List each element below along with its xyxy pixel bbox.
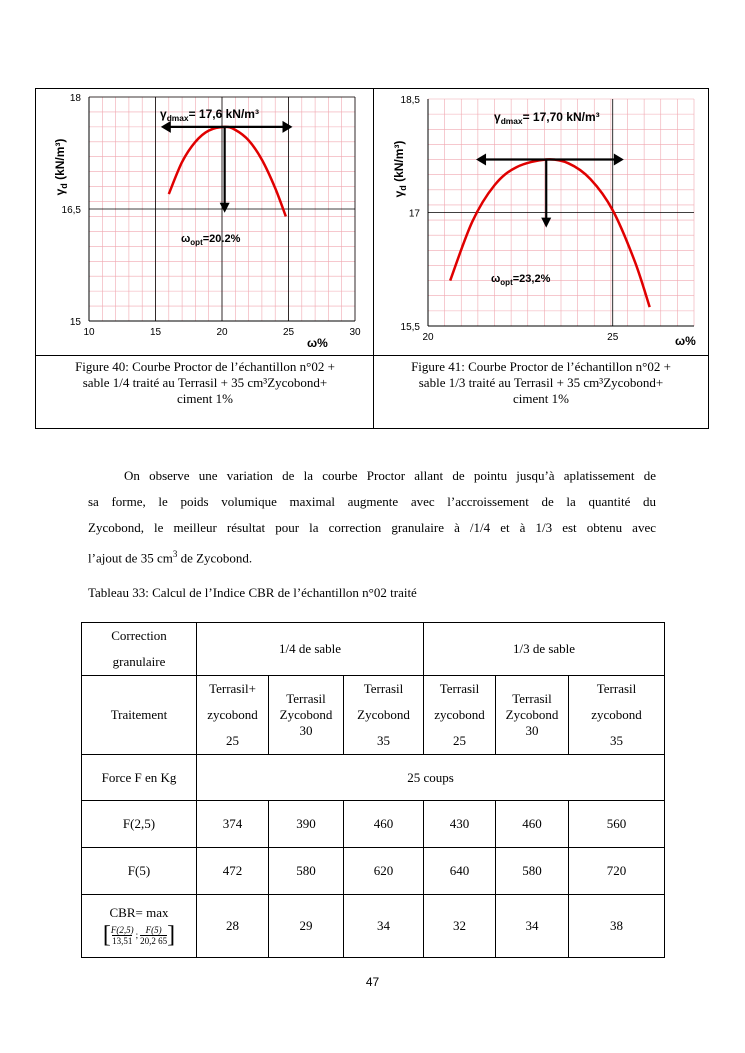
gamma-arrow-right-head	[614, 154, 624, 166]
cell-text: 35	[377, 733, 390, 748]
figure40-caption-line3: ciment 1%	[177, 391, 233, 406]
table-row	[82, 755, 665, 801]
cell-traitement-label: Traitement	[82, 676, 197, 755]
cell-treatment	[496, 676, 569, 755]
x-axis-label: ω%	[307, 336, 328, 350]
figure41-chart	[374, 89, 708, 355]
cell-force-value: 25 coups	[197, 755, 665, 801]
cell-value: 580	[496, 848, 569, 895]
cell-text: zycobond	[434, 707, 485, 722]
cell-treatment	[569, 676, 665, 755]
omega-opt-annotation: $\omega_{opt}=23,2\%$	[491, 273, 551, 287]
omega-opt-annotation: $\omega_{opt}=20.2\%$	[181, 233, 241, 247]
x-tick-label: 10	[83, 327, 95, 338]
cell-value: 29	[269, 895, 344, 958]
cell-correction-label	[82, 623, 197, 676]
cbr-formula	[85, 923, 193, 947]
cell-text: 30	[525, 723, 539, 738]
table-row	[82, 623, 665, 676]
cell-text: zycobond	[591, 707, 642, 722]
cell-text: Zycobond	[357, 707, 410, 722]
y-tick-label: 15,5	[400, 322, 420, 333]
cell-treatment	[344, 676, 424, 755]
fraction-2	[140, 925, 167, 946]
table-row	[82, 848, 665, 895]
y-tick-label: 16,5	[61, 205, 81, 216]
figure41-caption-line3: ciment 1%	[513, 391, 569, 406]
fraction-1-den: 13,51	[112, 935, 133, 946]
table-caption: Tableau 33: Calcul de l’Indice CBR de l’échantillon n°02 traité	[88, 585, 417, 600]
cell-text: Terrasil	[512, 691, 552, 706]
cell-value: 430	[424, 801, 496, 848]
y-tick-label: 17	[408, 208, 420, 220]
figure40-chart	[36, 89, 372, 355]
cell-text: 25	[453, 733, 466, 748]
cell-text: Zycobond	[505, 707, 559, 722]
y-tick-label: 18,5	[400, 95, 420, 106]
page-number: 47	[365, 975, 380, 989]
paragraph-line2: sa forme, le poids volumique maximal augmente avec l’accroissement de la quantité du	[88, 494, 656, 509]
figure41-caption	[378, 359, 704, 407]
cell-value: 640	[424, 848, 496, 895]
cell-text: zycobond	[207, 707, 258, 722]
table-row	[82, 801, 665, 848]
cell-value: 28	[197, 895, 269, 958]
gamma-arrow-left-head	[476, 154, 486, 166]
cell-treatment	[197, 676, 269, 755]
gamma-arrow-right-head	[282, 121, 292, 133]
cell-text: granulaire	[112, 654, 166, 669]
x-tick-label: 30	[349, 327, 361, 338]
gamma-dmax-annotation: $\gamma_{dmax}= 17,6$ kN/m³	[160, 107, 259, 123]
paragraph-line4-b: de Zycobond.	[177, 550, 253, 566]
cell-value: 34	[344, 895, 424, 958]
cell-text: 25	[226, 733, 239, 748]
cbr-table	[81, 622, 665, 958]
cell-group-1-3: 1/3 de sable	[424, 623, 665, 676]
fraction-2-den: 20,2 65	[140, 935, 168, 946]
paragraph-line1: On observe une variation de la courbe Proctor allant de pointu jusqu’à aplatissement de	[124, 468, 656, 483]
cell-value: 32	[424, 895, 496, 958]
bracket-close: ]	[167, 922, 176, 948]
bracket-open: [	[102, 922, 111, 948]
cell-cbr-label	[82, 895, 197, 958]
fraction-1-num: F(2,5)	[110, 924, 134, 935]
x-tick-label: 15	[149, 327, 162, 338]
y-tick-label: 15	[69, 317, 81, 328]
semicolon: ;	[135, 930, 139, 940]
paragraph-line4-a: l’ajout de 35 cm	[88, 550, 173, 566]
cell-text: 30	[299, 723, 313, 738]
x-tick-label: 20	[422, 332, 434, 343]
paragraph-line4	[88, 541, 656, 571]
cell-text: Terrasil	[286, 691, 326, 706]
cell-value: 580	[269, 848, 344, 895]
fraction-1	[111, 925, 134, 946]
cell-text: Terrasil	[439, 681, 480, 696]
omega-arrow-head	[541, 218, 551, 228]
y-tick-label: 18	[69, 93, 81, 104]
paragraph-line4-sup: 3	[172, 549, 178, 559]
cell-value: 460	[344, 801, 424, 848]
cell-text: Terrasil+	[209, 681, 256, 696]
cell-text: 35	[610, 733, 623, 748]
cell-treatment	[269, 676, 344, 755]
cell-value: 560	[569, 801, 665, 848]
body-paragraph	[88, 463, 656, 571]
cell-f25-label: F(2,5)	[82, 801, 197, 848]
cbr-label-text: CBR= max	[109, 905, 169, 920]
figures-caption-rule	[35, 355, 709, 356]
cell-value: 472	[197, 848, 269, 895]
cell-force-label: Force F en Kg	[82, 755, 197, 801]
x-tick-label: 25	[607, 332, 619, 343]
cell-text: Correction	[111, 628, 167, 643]
x-tick-label: 25	[282, 327, 295, 338]
cell-value: 620	[344, 848, 424, 895]
figure40-caption-line2: sable 1/4 traité au Terrasil + 35 cm³Zycobond+	[82, 375, 328, 390]
cell-group-1-4: 1/4 de sable	[197, 623, 424, 676]
x-axis-label: ω%	[675, 334, 696, 348]
x-tick-label: 20	[216, 327, 228, 338]
paragraph-line3: Zycobond, le meilleur résultat pour la correction granulaire à /1/4 et à 1/3 est obtenu avec	[88, 520, 656, 535]
table-row	[82, 676, 665, 755]
y-axis-label: $\gamma_d$ (kN/m³)	[53, 138, 69, 196]
cell-text: Terrasil	[596, 681, 637, 696]
table-row	[82, 895, 665, 958]
cell-text: Zycobond	[279, 707, 333, 722]
figure40-caption	[40, 359, 370, 407]
figure40-caption-line1: Figure 40: Courbe Proctor de l’échantillon n°02 +	[75, 359, 335, 374]
cell-value: 720	[569, 848, 665, 895]
cell-text: Terrasil	[363, 681, 404, 696]
figure41-caption-line2: sable 1/3 traité au Terrasil + 35 cm³Zycobond+	[418, 375, 664, 390]
cell-value: 390	[269, 801, 344, 848]
figure41-caption-line1: Figure 41: Courbe Proctor de l’échantillon n°02 +	[411, 359, 671, 374]
cell-value: 460	[496, 801, 569, 848]
cell-value: 38	[569, 895, 665, 958]
cell-value: 34	[496, 895, 569, 958]
omega-arrow-head	[220, 203, 230, 213]
cell-treatment	[424, 676, 496, 755]
cell-f5-label: F(5)	[82, 848, 197, 895]
cell-value: 374	[197, 801, 269, 848]
fraction-2-num: F(5)	[145, 924, 162, 935]
y-axis-label: $\gamma_d$ (kN/m³)	[392, 140, 408, 198]
gamma-dmax-annotation: $\gamma_{dmax}= 17,70$ kN/m³	[494, 110, 600, 126]
